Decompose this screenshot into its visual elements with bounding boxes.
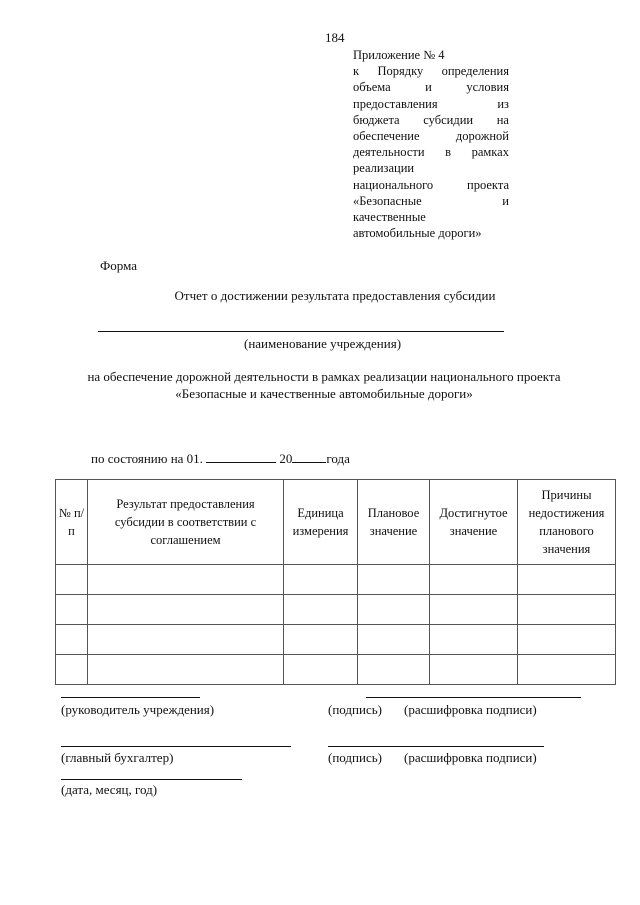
purpose-line-1: на обеспечение дорожной деятельности в рамках реализации национального проекта [87,369,561,384]
as-of-month-field[interactable] [206,450,276,463]
table-cell[interactable] [358,625,430,655]
head-label: (руководитель учреждения) [61,702,215,717]
appendix-word: из [497,96,509,111]
accountant-decode-label: (расшифровка подписи) [404,750,537,765]
report-title: Отчет о достижении результата предоставления субсидии [174,288,496,303]
as-of-suffix: года [326,451,350,466]
purpose-line-2: «Безопасные и качественные автомобильные дороги» [175,386,473,401]
appendix-word: проекта [467,177,509,192]
head-sign-decode-line[interactable] [366,697,581,698]
table-cell[interactable] [430,565,518,595]
appendix-line [353,96,509,112]
table-cell[interactable] [56,595,88,625]
appendix-word: национального [353,177,434,192]
accountant-sign-decode-line[interactable] [328,746,544,747]
table-cell[interactable] [430,655,518,685]
appendix-word: объема [353,80,391,95]
table-header-row [56,480,616,565]
date-label: (дата, месяц, год) [61,782,158,797]
table-cell[interactable] [358,655,430,685]
table-row [56,625,616,655]
table-row [56,565,616,595]
accountant-sign-label: (подпись) [328,750,382,765]
appendix-word: условия [466,80,509,95]
table-row [56,655,616,685]
appendix-word: на [496,112,509,127]
page-number: 184 [325,30,345,45]
table-cell[interactable] [430,625,518,655]
table-cell[interactable] [88,595,284,625]
appendix-word: в [445,145,452,160]
table-cell[interactable] [284,565,358,595]
appendix-word: деятельности [353,145,425,160]
head-decode-label: (расшифровка подписи) [404,702,537,717]
appendix-word: предоставления [353,96,438,111]
col-planned-header: Плановое значение [358,480,430,565]
col-number-header: № п/п [56,480,88,565]
table-cell[interactable] [56,625,88,655]
accountant-signature-line[interactable] [61,746,291,747]
date-line[interactable] [61,779,242,780]
table-cell[interactable] [284,595,358,625]
table-cell[interactable] [284,625,358,655]
institution-name-field[interactable] [98,331,504,332]
appendix-line [353,63,509,79]
appendix-word: обеспечение [353,129,420,144]
appendix-line: автомобильные дороги» [353,226,482,241]
table-cell[interactable] [358,565,430,595]
form-label: Форма [100,258,137,273]
table-row [56,595,616,625]
institution-caption: (наименование учреждения) [244,336,402,351]
appendix-line: качественные [353,210,426,225]
appendix-line [353,79,509,95]
appendix-word: определения [441,64,509,79]
appendix-word: бюджета [353,112,400,127]
table-cell[interactable] [56,565,88,595]
appendix-word: к [353,64,360,79]
appendix-word: рамках [471,145,509,160]
table-cell[interactable] [284,655,358,685]
table-cell[interactable] [430,595,518,625]
col-result-header: Результат предоставления субсидии в соответствии с соглашением [88,480,284,565]
head-signature-line[interactable] [61,697,200,698]
as-of-year-prefix: 20 [279,451,293,466]
col-achieved-header: Достигнутое значение [430,480,518,565]
table-cell[interactable] [358,595,430,625]
table-cell[interactable] [518,655,616,685]
table-cell[interactable] [88,655,284,685]
appendix-line [353,128,509,144]
appendix-word: и [425,80,432,95]
as-of-date [91,450,350,467]
table-cell[interactable] [518,595,616,625]
table-cell[interactable] [56,655,88,685]
accountant-label: (главный бухгалтер) [61,750,174,765]
appendix-line: реализации [353,161,415,176]
table-cell[interactable] [88,625,284,655]
appendix-block [353,47,509,241]
report-table [55,479,616,685]
appendix-word: и [502,193,509,208]
col-unit-header: Единица измерения [284,480,358,565]
appendix-word: Порядку [377,64,424,79]
table-cell[interactable] [88,565,284,595]
head-sign-label: (подпись) [328,702,382,717]
table-cell[interactable] [518,625,616,655]
appendix-line [353,177,509,193]
as-of-year-field[interactable] [292,450,326,463]
table-cell[interactable] [518,565,616,595]
appendix-word: «Безопасные [353,193,422,208]
col-reasons-header: Причины недостижения планового значения [518,480,616,565]
appendix-word: субсидии [423,112,474,127]
appendix-line: Приложение № 4 [353,48,445,62]
appendix-line [353,144,509,160]
appendix-line [353,112,509,128]
appendix-word: дорожной [455,129,509,144]
as-of-prefix: по состоянию на 01. [91,451,203,466]
purpose-text [0,368,640,402]
appendix-line [353,193,509,209]
